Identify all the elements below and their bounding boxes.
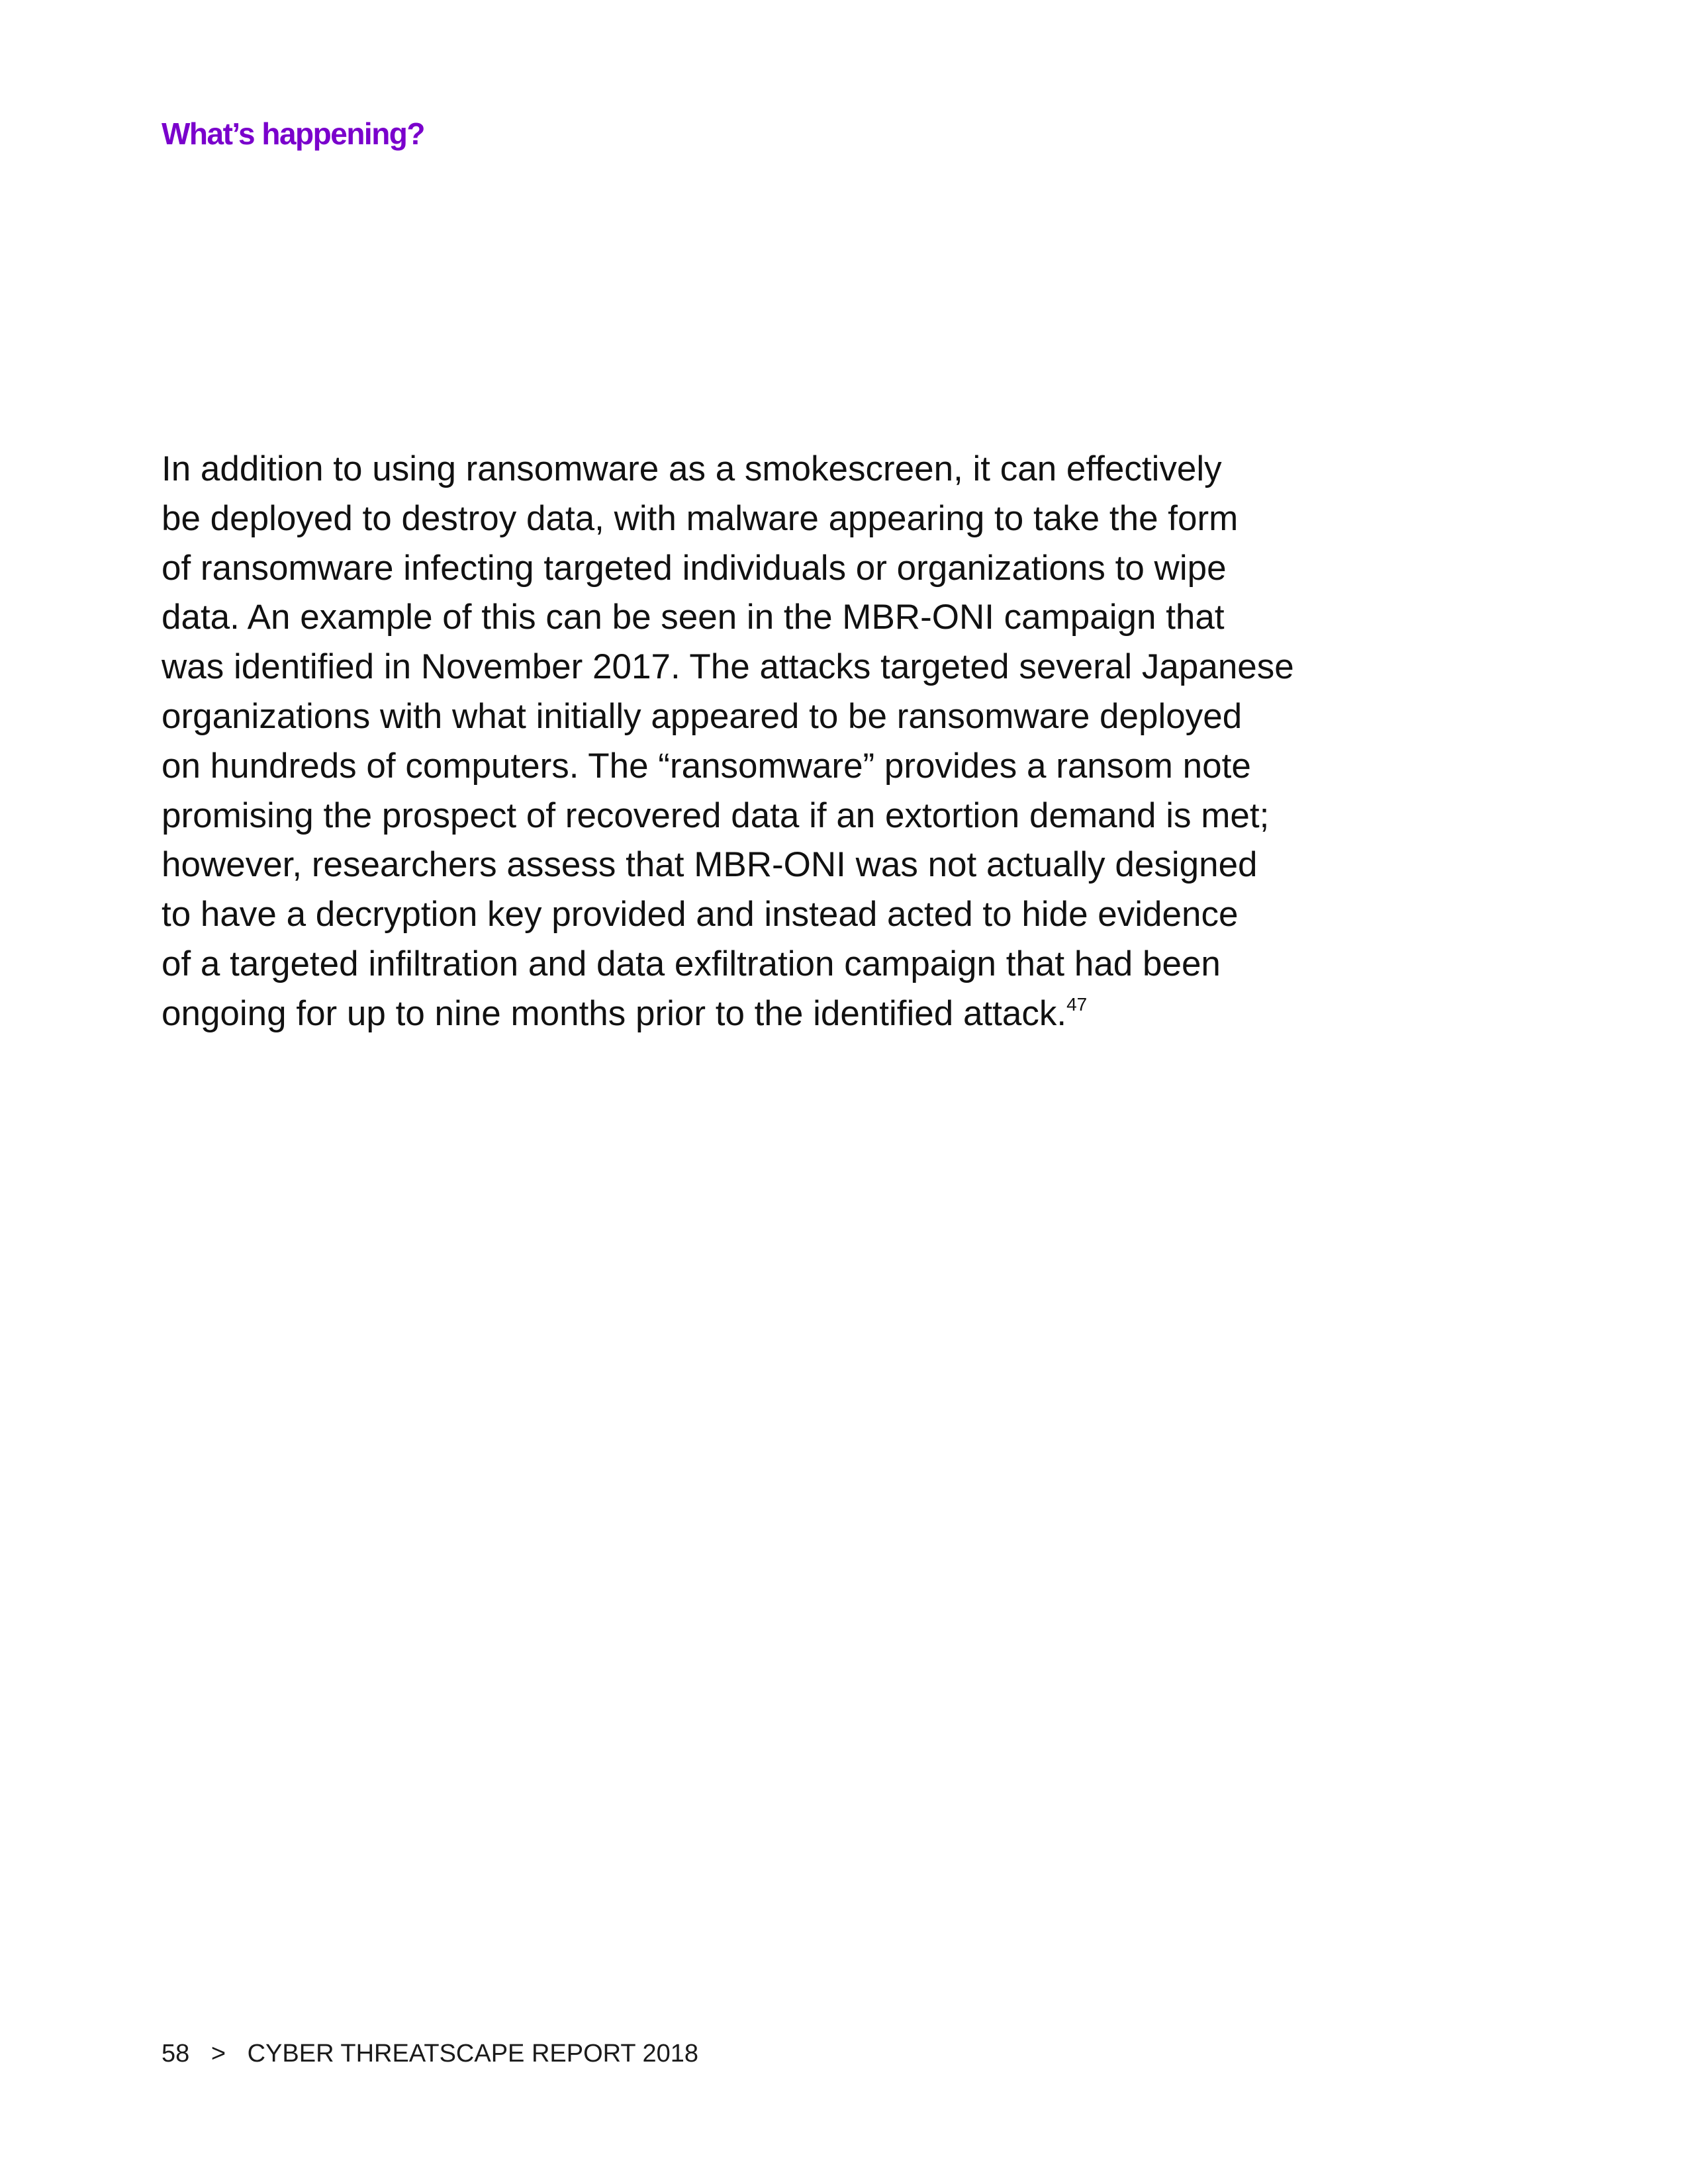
report-title: CYBER THREATSCAPE REPORT 2018 — [247, 2040, 699, 2068]
page-number: 58 — [162, 2040, 190, 2068]
body-line: on hundreds of computers. The “ransomware” provides a ransom note — [162, 746, 1251, 786]
body-line: be deployed to destroy data, with malware appearing to take the form — [162, 498, 1239, 538]
body-line: In addition to using ransomware as a smokescreen, it can effectively — [162, 449, 1222, 488]
footnote-reference[interactable]: 47 — [1066, 993, 1088, 1015]
body-line: however, researchers assess that MBR-ONI was not actually designed — [162, 845, 1258, 885]
footer-separator: > — [211, 2040, 226, 2068]
body-line: organizations with what initially appeared to be ransomware deployed — [162, 696, 1243, 736]
page-footer — [162, 2037, 698, 2070]
section-heading: What’s happening? — [162, 116, 424, 151]
body-line: promising the prospect of recovered data if an extortion demand is met; — [162, 796, 1270, 835]
body-line: of ransomware infecting targeted individuals or organizations to wipe — [162, 548, 1227, 588]
body-line: data. An example of this can be seen in the MBR-ONI campaign that — [162, 598, 1225, 637]
body-line: of a targeted infiltration and data exfiltration campaign that had been — [162, 944, 1221, 983]
body-line: was identified in November 2017. The attacks targeted several Japanese — [162, 647, 1294, 687]
body-line-text: ongoing for up to nine months prior to the identified attack. — [162, 993, 1067, 1033]
body-paragraph — [162, 445, 1552, 1039]
body-line: to have a decryption key provided and instead acted to hide evidence — [162, 895, 1239, 934]
body-line-last — [162, 989, 1552, 1039]
